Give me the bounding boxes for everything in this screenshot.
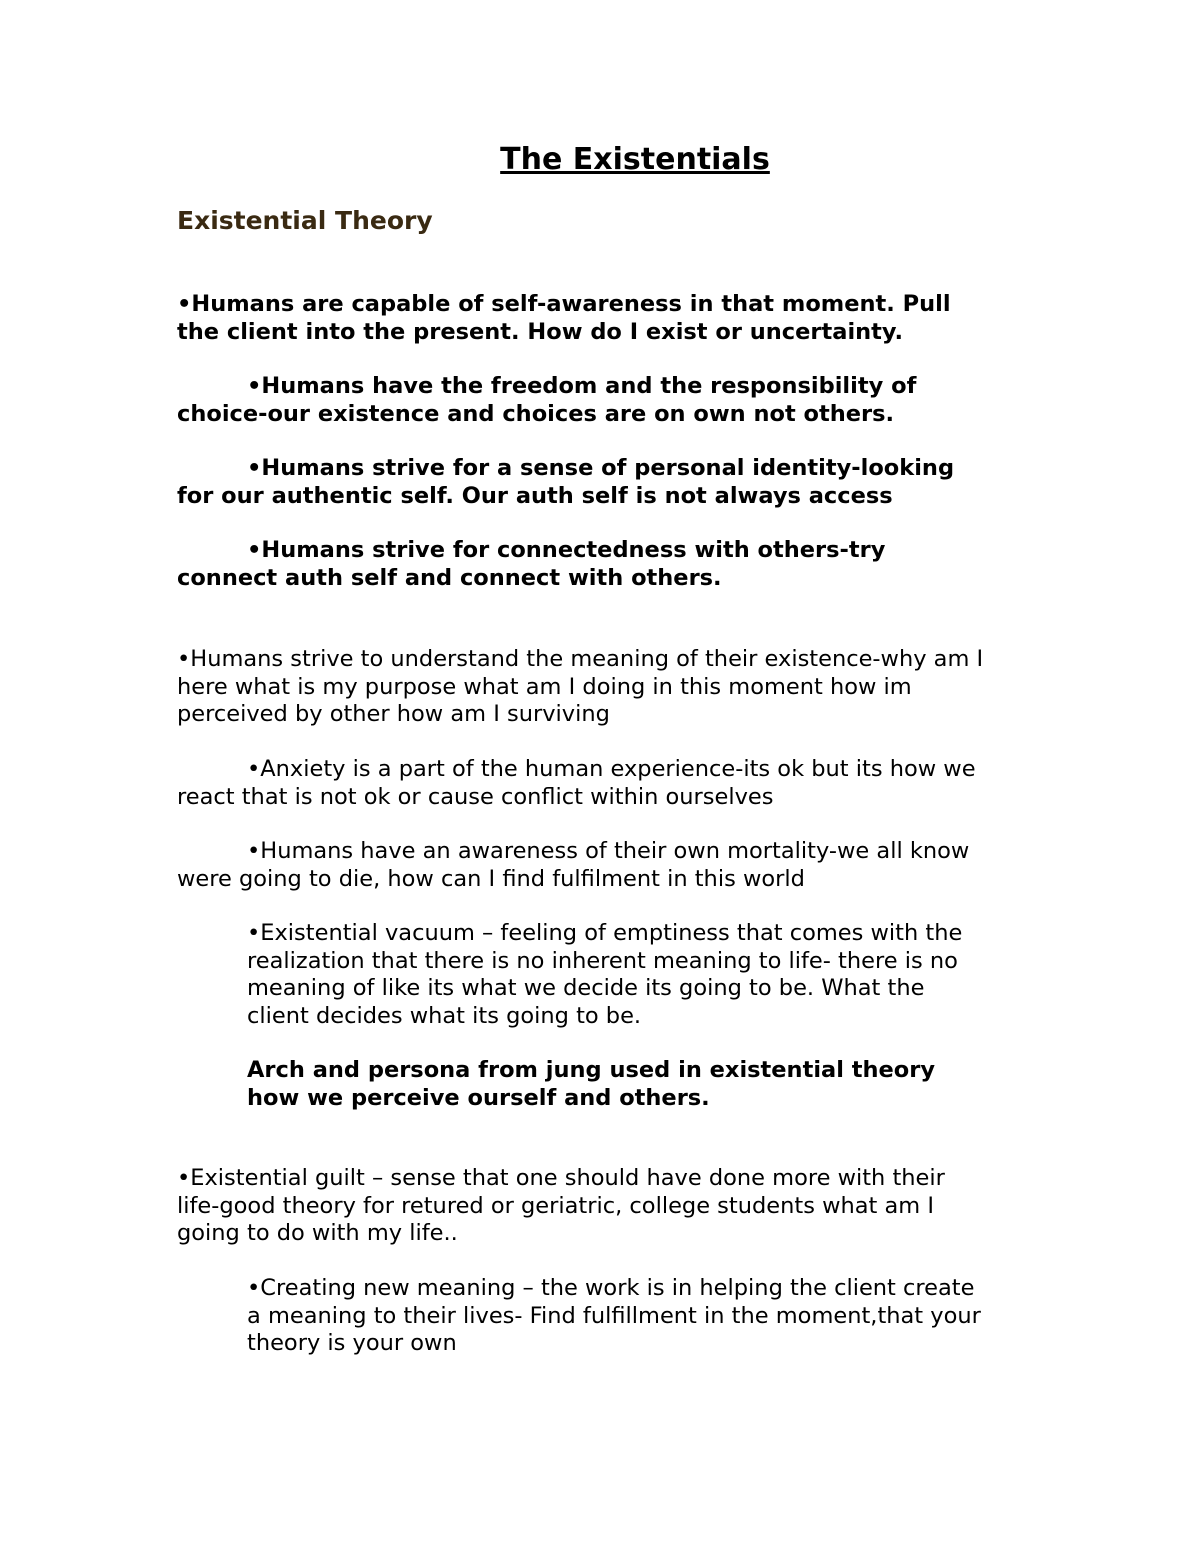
- paragraph-arch-persona: [247, 1057, 935, 1112]
- paragraph-line: were going to die, how can I find fulfilment in this world: [177, 865, 805, 892]
- paragraph-meaning: [177, 646, 983, 729]
- paragraph-line: a meaning to their lives- Find fulfillment in the moment,that your: [247, 1302, 981, 1329]
- paragraph-line: •Humans have the freedom and the responsibility of: [247, 373, 917, 399]
- paragraph-anxiety: [177, 756, 976, 811]
- paragraph-line: choice-our existence and choices are on own not others.: [177, 400, 895, 427]
- paragraph-guilt: [177, 1165, 945, 1248]
- paragraph-line: •Humans strive to understand the meaning of their existence-why am I: [177, 646, 984, 672]
- paragraph-line: •Existential guilt – sense that one should have done more with their: [177, 1165, 945, 1191]
- paragraph-line: realization that there is no inherent meaning to life- there is no: [247, 947, 958, 974]
- section-heading: Existential Theory: [177, 206, 433, 235]
- paragraph-line: connect auth self and connect with others.: [177, 564, 722, 591]
- paragraph-line: •Humans have an awareness of their own mortality-we all know: [247, 838, 970, 864]
- paragraph-line: meaning of like its what we decide its going to be. What the: [247, 975, 925, 1001]
- paragraph-line: •Anxiety is a part of the human experience-its ok but its how we: [247, 756, 976, 782]
- paragraph-freedom: [177, 373, 916, 428]
- paragraph-self-awareness: [177, 291, 951, 346]
- paragraph-line: how we perceive ourself and others.: [247, 1084, 710, 1111]
- document-title: The Existentials: [500, 142, 770, 177]
- paragraph-vacuum: [247, 920, 962, 1030]
- paragraph-line: client decides what its going to be.: [247, 1002, 642, 1029]
- paragraph-line: •Humans are capable of self-awareness in that moment. Pull: [177, 291, 951, 317]
- paragraph-connectedness: [177, 537, 885, 592]
- paragraph-line: •Humans strive for a sense of personal identity-looking: [247, 455, 955, 481]
- paragraph-mortality: [177, 838, 969, 893]
- paragraph-line: •Humans strive for connectedness with others-try: [247, 537, 886, 563]
- paragraph-line: •Existential vacuum – feeling of emptiness that comes with the: [247, 920, 963, 946]
- paragraph-line: life-good theory for retured or geriatric, college students what am I: [177, 1192, 934, 1219]
- paragraph-new-meaning: [247, 1275, 981, 1358]
- paragraph-line: perceived by other how am I surviving: [177, 701, 610, 727]
- paragraph-line: here what is my purpose what am I doing in this moment how im: [177, 673, 912, 700]
- paragraph-identity: [177, 455, 954, 510]
- paragraph-line: theory is your own: [247, 1330, 457, 1356]
- paragraph-line: react that is not ok or cause conflict within ourselves: [177, 783, 774, 810]
- paragraph-line: the client into the present. How do I exist or uncertainty.: [177, 318, 904, 345]
- paragraph-line: •Creating new meaning – the work is in helping the client create: [247, 1275, 975, 1301]
- paragraph-line: Arch and persona from jung used in existential theory: [247, 1057, 936, 1083]
- paragraph-line: going to do with my life..: [177, 1220, 458, 1246]
- paragraph-line: for our authentic self. Our auth self is not always access: [177, 482, 893, 509]
